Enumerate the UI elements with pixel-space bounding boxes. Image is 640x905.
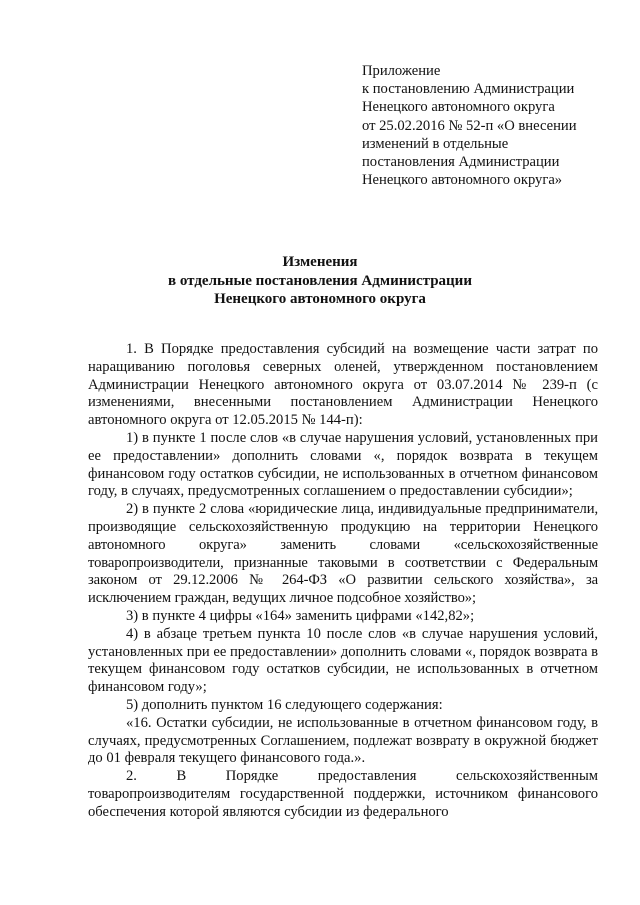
appendix-line: Приложение (362, 63, 441, 79)
document-body (88, 341, 598, 822)
title-line: в отдельные постановления Администрации (168, 272, 472, 289)
appendix-line: Ненецкого автономного округа» (362, 172, 563, 189)
appendix-header (362, 62, 612, 189)
appendix-line: постановления Администрации (362, 154, 560, 171)
title-line: Изменения (282, 254, 358, 270)
appendix-line: от 25.02.2016 № 52-п «О внесении (362, 117, 577, 134)
body-paragraph-1-3: 3) в пункте 4 цифры «164» заменить цифрами «142,82»; (126, 607, 475, 624)
body-paragraph-1-1: 1) в пункте 1 после слов «в случае нарушения условий, установленных при ее предоставлении» дополнить словами «, порядок возврата в текущем финансовом году остатков субсидии, не использованных в отчетном финансовом году, в случаях, предусмотренных соглашением о предоставлении субсидии»; (88, 429, 598, 500)
body-paragraph-1-6: «16. Остатки субсидии, не использованные в отчетном финансовом году, в случаях, предусмотренных Соглашением, подлежат возврату в окружной бюджет до 01 февраля текущего финансового года.». (88, 714, 598, 767)
title-line: Ненецкого автономного округа (214, 291, 426, 307)
body-paragraph-1-4: 4) в абзаце третьем пункта 10 после слов «в случае нарушения условий, установленных при ее предоставлении» дополнить словами «, порядок возврата в текущем финансовом году остатков субсидии, не использованных в отчетном финансовом году»; (88, 625, 598, 696)
body-paragraph-2: 2. В Порядке предоставления сельскохозяйственным товаропроизводителям государственной поддержки, источником финансового обеспечения которой являются субсидии из федерального (88, 768, 598, 820)
body-paragraph-1-5: 5) дополнить пунктом 16 следующего содержания: (126, 696, 443, 713)
body-paragraph-1: 1. В Порядке предоставления субсидий на возмещение части затрат по наращиванию поголовья северных оленей, утвержденном постановлением Администрации Ненецкого автономного округа от 03.07.2014 № 239-п (с изменениями, внесенными постановлением Администрации Ненецкого автономного округа от 12.05.2015 № 144-п): (88, 341, 598, 429)
appendix-line: изменений в отдельные (362, 135, 509, 152)
body-paragraph-1-2: 2) в пункте 2 слова «юридические лица, индивидуальные предприниматели, производящие сельскохозяйственную продукцию на территории Ненецкого автономного округа» заменить словами «сельскохозяйственные товаропроизводители, признанные таковыми в соответствии с Федеральным законом от 29.12.2006 № 264-ФЗ «О развитии сельского хозяйства», за исключением граждан, ведущих личное подсобное хозяйство»; (88, 501, 598, 607)
appendix-line: к постановлению Администрации (362, 81, 575, 98)
document-title (0, 253, 640, 309)
appendix-line: Ненецкого автономного округа (362, 99, 555, 116)
